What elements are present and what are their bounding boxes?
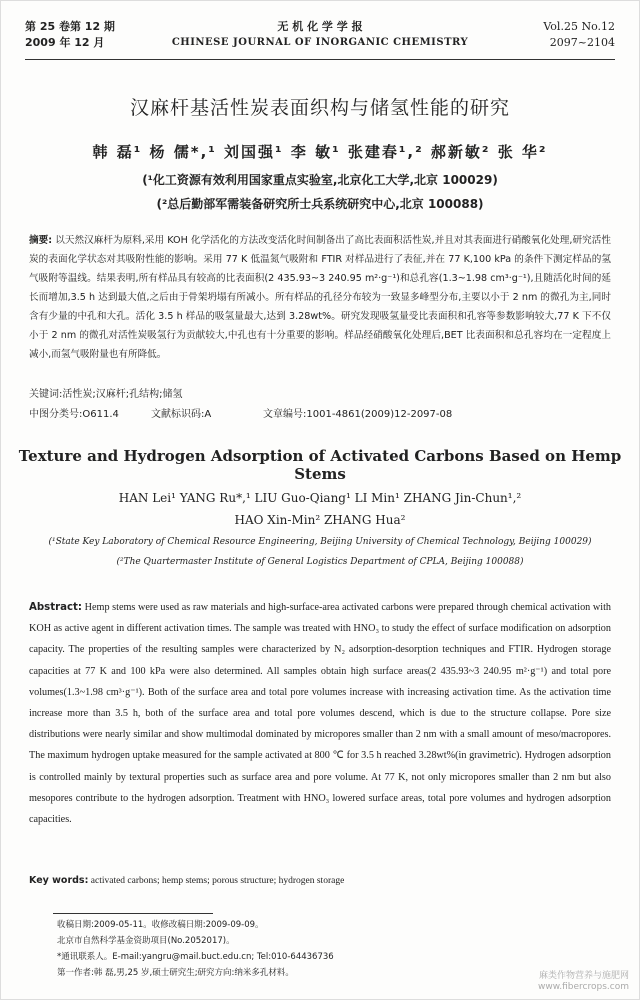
chinese-abstract: [29, 231, 611, 364]
watermark-cn: 麻类作物营养与施肥网: [538, 971, 629, 981]
chinese-keywords: 关键词:活性炭;汉麻杆;孔结构;储氢: [29, 389, 183, 400]
english-title: Texture and Hydrogen Adsorption of Activated Carbons Based on Hemp Stems: [18, 447, 622, 483]
english-affiliation-2: (²The Quartermaster Institute of General Logistics Department of CPLA, Beijing 100088): [116, 557, 524, 567]
journal-name-en: CHINESE JOURNAL OF INORGANIC CHEMISTRY: [171, 37, 469, 48]
footnote-first-author: 第一作者:韩 磊,男,25 岁,硕士研究生;研究方向:纳米多孔材料。: [57, 968, 294, 978]
classification-number: 中图分类号:O611.4: [29, 409, 119, 420]
chinese-title: 汉麻杆基活性炭表面织构与储氢性能的研究: [129, 97, 510, 119]
english-keywords-label: Key words:: [29, 875, 89, 886]
footnote-received: 收稿日期:2009-05-11。收修改稿日期:2009-09-09。: [57, 920, 264, 930]
english-keywords-text: activated carbons; hemp stems; porous structure; hydrogen storage: [90, 876, 345, 886]
english-authors-line-1: HAN Lei¹ YANG Ru*,¹ LIU Guo-Qiang¹ LI Min¹ ZHANG Jin-Chun¹,²: [118, 491, 522, 505]
volume-en: Vol.25 No.12: [543, 20, 615, 33]
journal-header: [25, 19, 615, 60]
journal-name: [25, 19, 615, 51]
article-number: 文章编号:1001-4861(2009)12-2097-08: [263, 409, 453, 420]
journal-name-cn: 无 机 化 学 学 报: [277, 20, 363, 33]
footnote-funding: 北京市自然科学基金资助项目(No.2052017)。: [57, 936, 235, 946]
english-abstract: [29, 597, 611, 830]
volume-cn: 第 25 卷第 12 期: [25, 20, 115, 33]
chinese-affiliation-1: (¹化工资源有效利用国家重点实验室,北京化工大学,北京 100029): [142, 173, 498, 187]
english-abstract-label: Abstract:: [29, 602, 82, 613]
english-affiliation-1: (¹State Key Laboratory of Chemical Resource Engineering, Beijing University of Chemical Technology, Beijing 100029): [48, 537, 592, 547]
page-range: 2097~2104: [549, 36, 615, 49]
english-authors-line-2: HAO Xin-Min² ZHANG Hua²: [234, 513, 406, 527]
footnote-rule: [53, 913, 213, 914]
chinese-abstract-label: 摘要:: [29, 235, 53, 246]
issue-info-en: [543, 19, 615, 51]
english-abstract-text: Hemp stems were used as raw materials and high-surface-area activated carbons were prepared through chemical activation with KOH as active agent in different activation times. The sample was treated with HNO₃ to study the effect of surface modification on adsorption capacity. The properties of the resulting samples were characterized by N₂ adsorption-desorption techniques and FTIR. Hydrogen storage capacities at 77 K and 100 kPa were also determined. All samples obtain high surface areas(2 435.93~3 240.95 m²·g⁻¹) and total pore volumes(1.3~1.98 cm³·g⁻¹). Both of the surface area and total pore volumes increase with increasing activation time. As the activation time increase more than 3.5 h, both of the surface area and total pore volumes descend, which is due to the structure collapse. Pore size distributions were nearly similar and show multimodal dominated by micropores smaller than 2 nm with a small amount of meso/macropores. The maximum hydrogen uptake measured for the sample activated at 800 ℃ for 3.5 h reached 3.28wt%(in gravimetric). Hydrogen adsorption is controlled mainly by textural properties such as surface area and pore volume. At 77 K, not only micropores smaller than 2 nm but also mesopores contribute to the hydrogen adsorption. Treatment with HNO₃ lowered surface areas, total pore volumes and hydrogen adsorption capacities.: [29, 602, 612, 826]
english-keywords: [29, 875, 611, 886]
chinese-authors: 韩 磊¹ 杨 儒*,¹ 刘国强¹ 李 敏¹ 张建春¹,² 郝新敏² 张 华²: [92, 143, 548, 161]
chinese-abstract-text: 以天然汉麻杆为原料,采用 KOH 化学活化的方法改变活化时间制备出了高比表面积活性炭,并且对其表面进行硝酸氧化处理,研究活性炭的表面化学状态对其吸附性能的影响。采用 77 K 低温氮气吸附和 FTIR 对样品进行了表征,并在 77 K,100 kPa 的条件下测定样品的氢气吸附等温线。结果表明,所有样品具有较高的比表面积(2 435.93~3 240.95 m²·g⁻¹)和总孔容(1.3~1.98 cm³·g⁻¹),且随活化时间的延长而增加,3.5 h 达到最大值,之后由于骨架坍塌有所减小。所有样品的孔径分布较为一致显多峰型分布,主要以小于 2 nm 的微孔为主,同时含有少量的中孔和大孔。活化 3.5 h 样品的吸氢量最大,达到 3.28wt%。研究发现吸氢量受比表面积和孔容等参数影响较大,77 K 下不仅小于 2 nm 的微孔对活性炭吸氢行为贡献较大,中孔也有十分重要的影响。样品经硝酸氧化处理后,BET 比表面积和总孔容均在一定程度上减小,而氢气吸附量也有所降低。: [29, 235, 611, 360]
date-cn: 2009 年 12 月: [25, 36, 105, 49]
footnote-contact: *通讯联系人。E-mail:yangru@mail.buct.edu.cn; Tel:010-64436736: [57, 952, 334, 962]
chinese-affiliation-2: (²总后勤部军需装备研究所士兵系统研究中心,北京 100088): [156, 197, 484, 211]
document-code: 文献标识码:A: [151, 409, 212, 420]
watermark-en: www.fibercrops.com: [538, 982, 629, 992]
site-watermark: [538, 971, 629, 993]
